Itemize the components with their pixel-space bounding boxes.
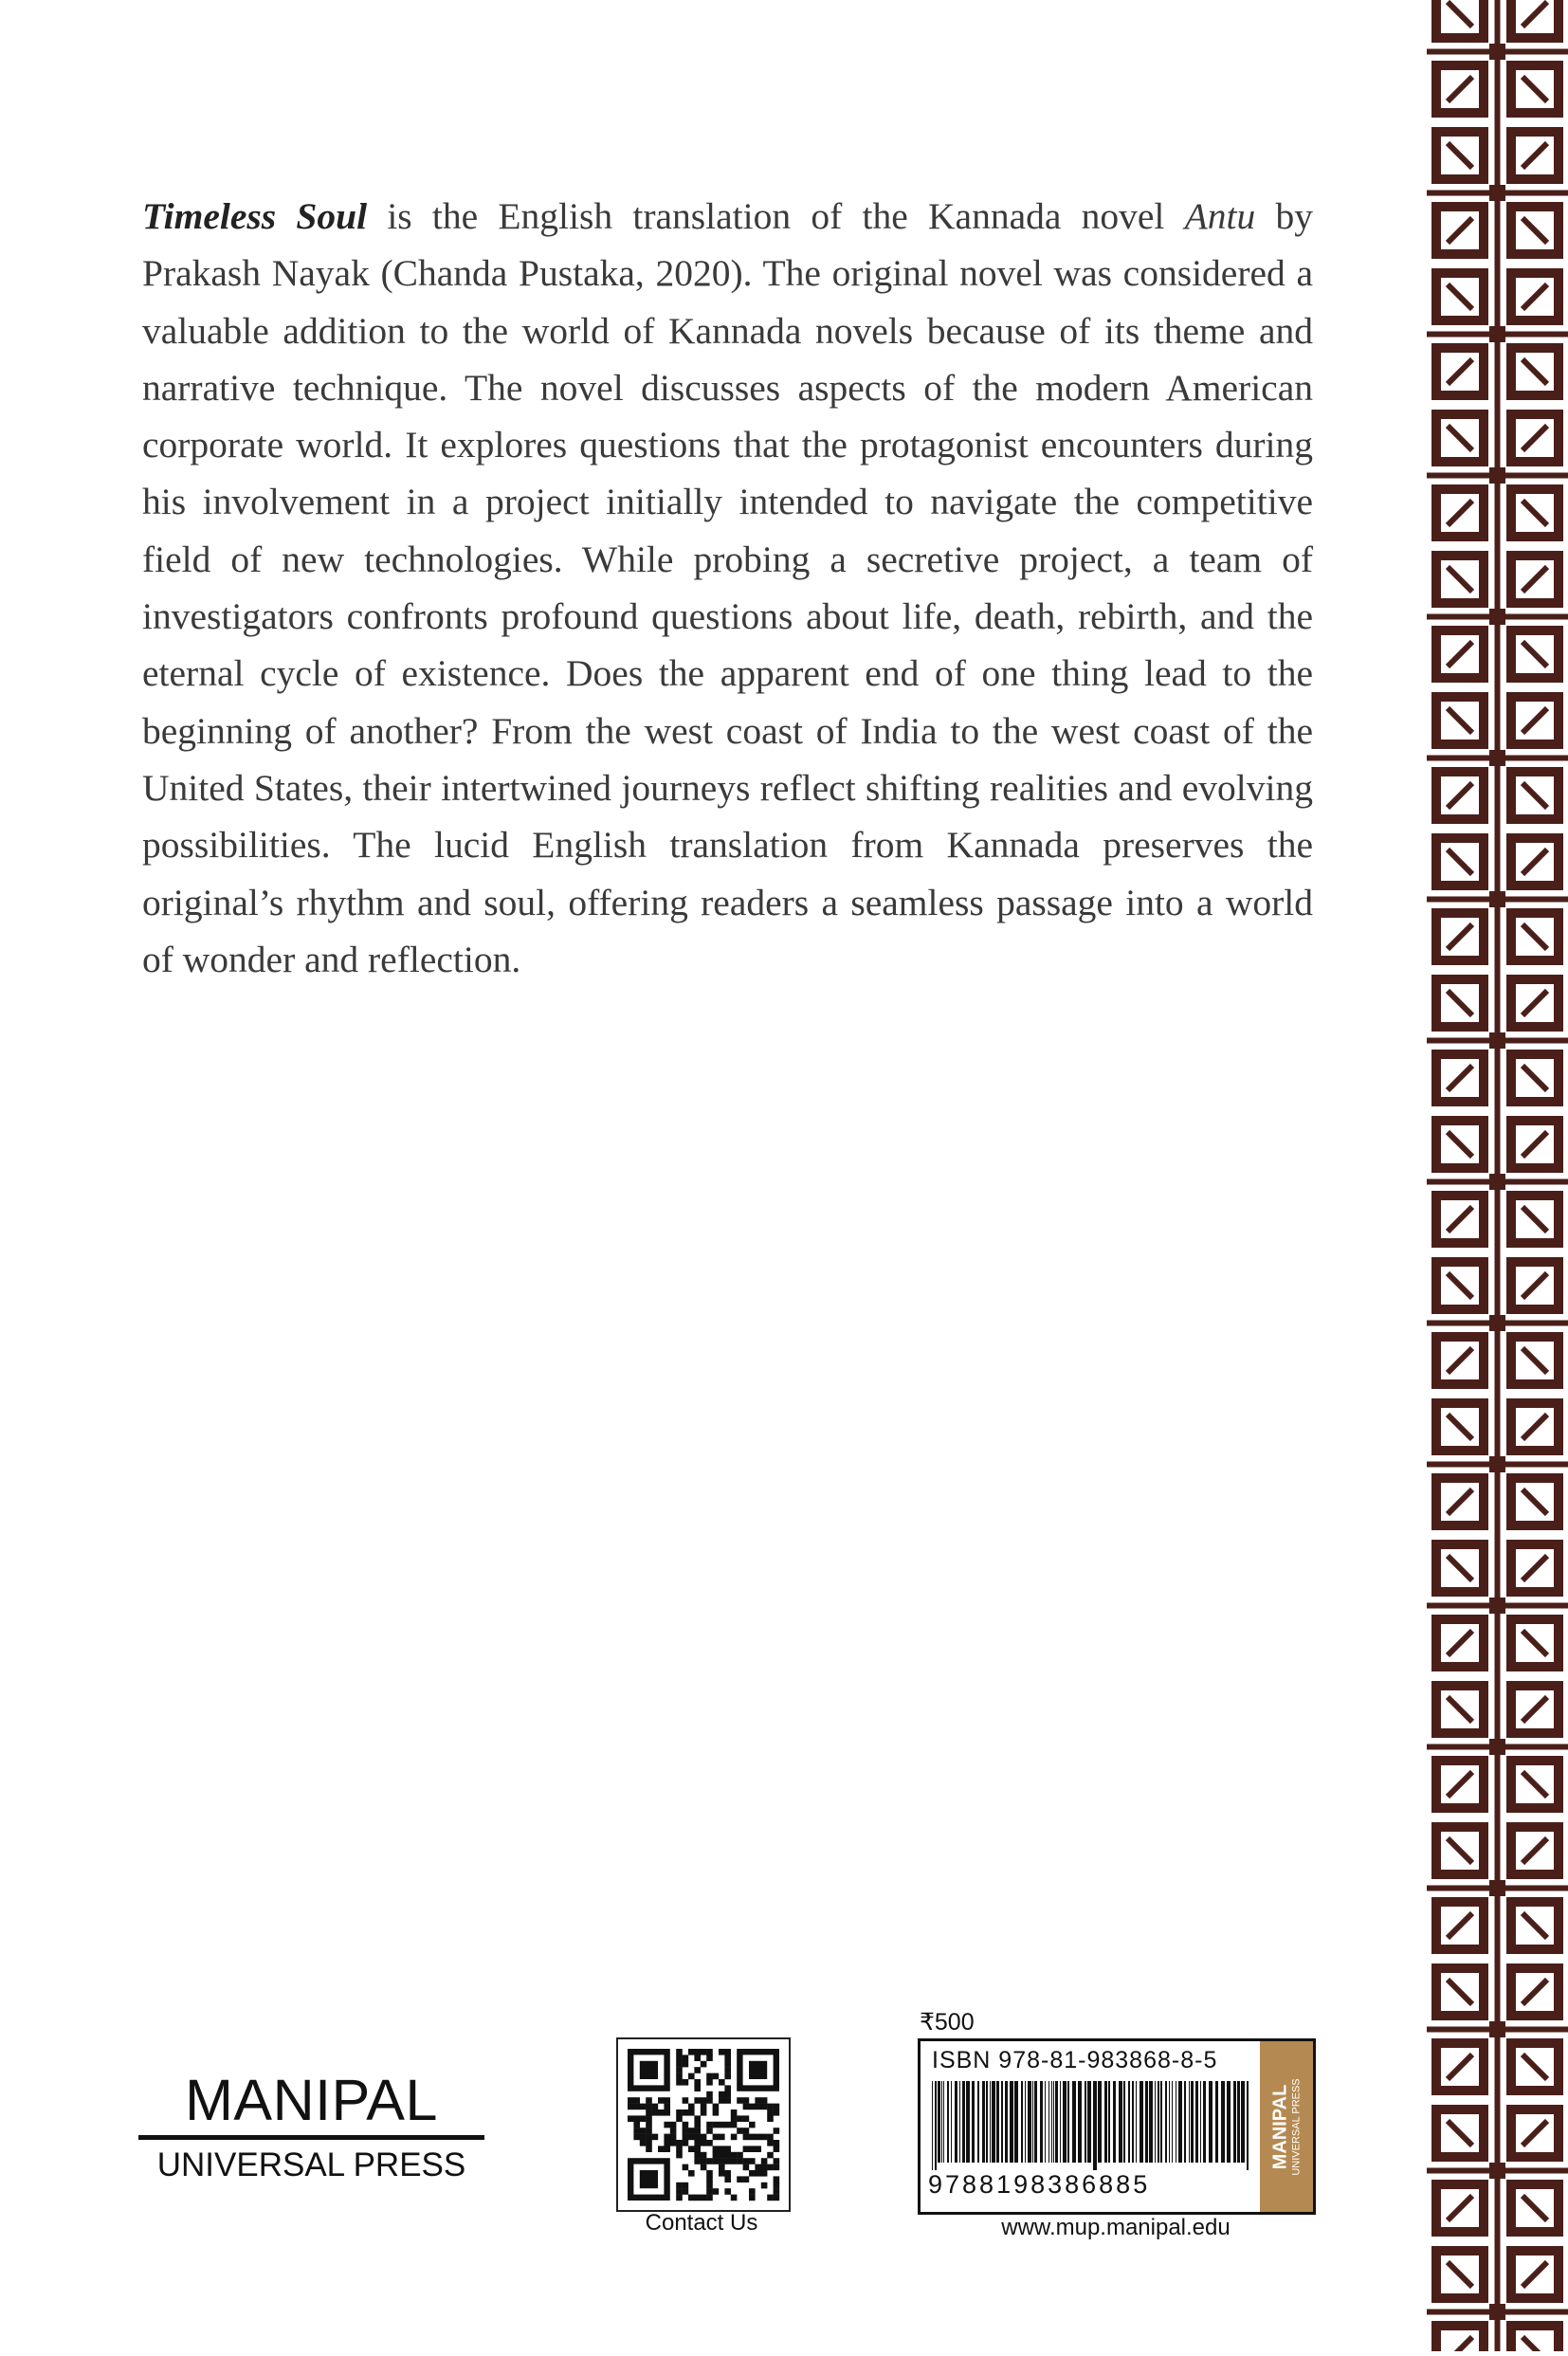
isbn-barcode <box>918 2038 1316 2215</box>
blurb-text-1: is the English translation of the Kannada novel <box>367 195 1185 237</box>
publisher-logo <box>138 2069 484 2185</box>
publisher-subtitle: UNIVERSAL PRESS <box>156 2146 466 2183</box>
qr-code[interactable] <box>616 2037 791 2212</box>
original-title: Antu <box>1184 195 1256 237</box>
decorative-border <box>1427 0 1568 2351</box>
barcode-digits: 9788198386885 <box>928 2170 1151 2199</box>
blurb-text-2: by Prakash Nayak (Chanda Pustaka, 2020). The original novel was considered a valuable addition to the world of Kannada novels because of its theme and narrative technique. The novel discusses aspects of the modern American corporate world. It explores questions that the protagonist encounters during his involvement in a project initially intended to navigate the competitive field of new technologies. While probing a secretive project, a team of investigators confronts profound questions about life, death, rebirth, and the eternal cycle of existence. Does the apparent end of one thing lead to the beginning of another? From the west coast of India to the west coast of the United States, their intertwined journeys reflect shifting realities and evolving possibilities. The lucid English translation from Kannada preserves the original’s rhythm and soul, offering readers a seamless passage into a world of wonder and reflection. <box>142 195 1313 980</box>
price-label: ₹500 <box>920 2009 975 2036</box>
logo-rule <box>138 2135 484 2140</box>
barcode-icon <box>932 2081 1252 2170</box>
website-link[interactable]: www.mup.manipal.edu <box>1001 2215 1231 2240</box>
blurb-paragraph <box>142 188 1313 988</box>
publisher-tag-name: MANIPAL <box>1269 2084 1291 2169</box>
book-title: Timeless Soul <box>142 195 368 237</box>
publisher-tag <box>1260 2041 1313 2212</box>
qr-code-icon <box>618 2039 789 2210</box>
tribal-pattern-border-icon <box>1427 0 1568 2351</box>
isbn-number: ISBN 978-81-983868-8-5 <box>932 2047 1218 2073</box>
publisher-tag-subtitle: UNIVERSAL PRESS <box>1290 2077 1303 2176</box>
qr-caption: Contact Us <box>645 2210 758 2236</box>
publisher-name: MANIPAL <box>185 2068 438 2132</box>
